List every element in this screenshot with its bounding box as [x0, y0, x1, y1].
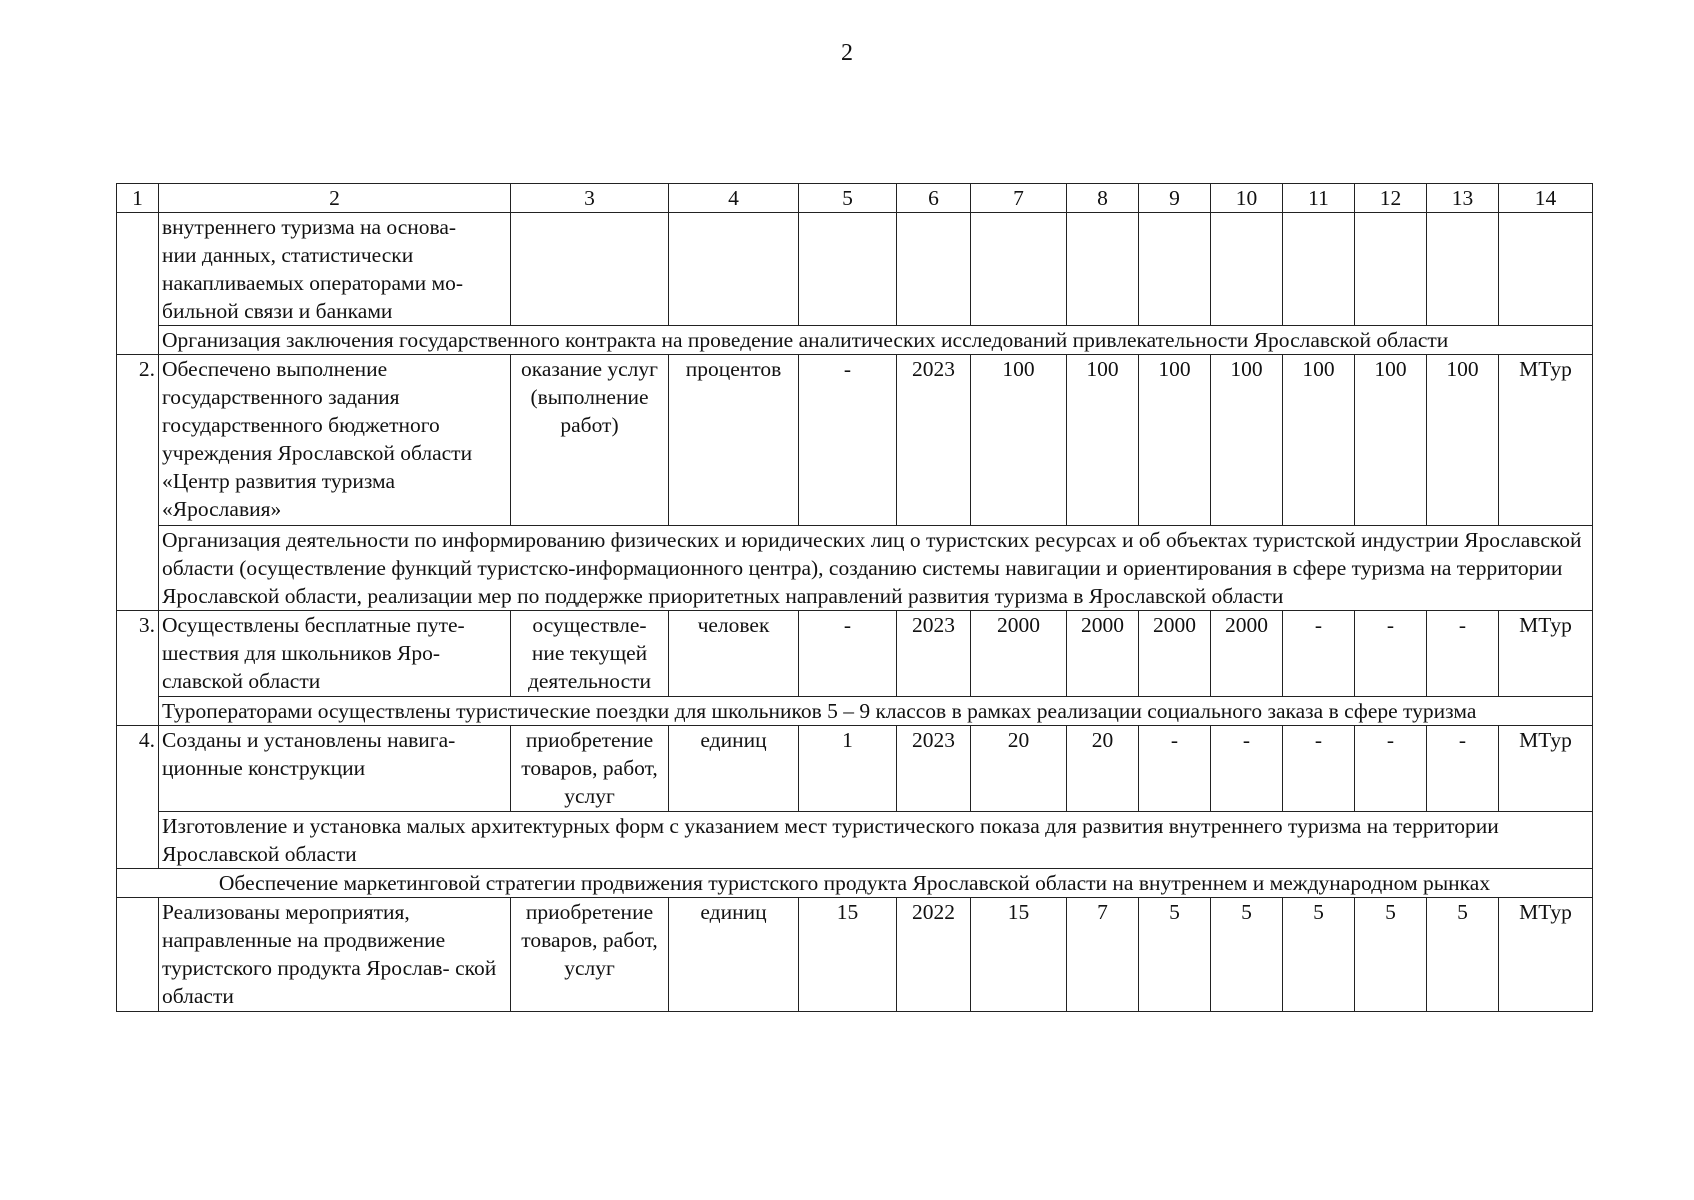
unit: человек: [669, 611, 799, 697]
header-cell: 8: [1067, 184, 1139, 213]
value-cell: -: [1427, 726, 1499, 812]
row-number: 3.: [117, 611, 159, 726]
table-row-description: [117, 526, 1593, 611]
header-cell: 12: [1355, 184, 1427, 213]
result-name: Реализованы мероприятия, направленные на продвижение туристского продукта Ярослав- ской области: [159, 898, 511, 1012]
result-type: приобретение товаров, работ, услуг: [511, 726, 669, 812]
table-row-description: [117, 812, 1593, 869]
value-cell: 5: [1139, 898, 1211, 1012]
header-cell: 10: [1211, 184, 1283, 213]
value-cell: 2000: [1211, 611, 1283, 697]
result-description: Туроператорами осуществлены туристические поездки для школьников 5 – 9 классов в рамках реализации социального заказа в сфере туризма: [159, 697, 1593, 726]
value-cell: 5: [1355, 898, 1427, 1012]
value-cell: 5: [1283, 898, 1355, 1012]
table-row: [117, 726, 1593, 812]
unit: единиц: [669, 726, 799, 812]
value-cell: -: [1355, 726, 1427, 812]
section-title: Обеспечение маркетинговой стратегии продвижения туристского продукта Ярославской области на внутреннем и международном рынках: [117, 869, 1593, 898]
responsible: МТур: [1499, 898, 1593, 1012]
responsible: МТур: [1499, 726, 1593, 812]
results-table: [116, 183, 1593, 1012]
base-year: 2023: [897, 726, 971, 812]
value-cell: 100: [1139, 355, 1211, 526]
value-cell: -: [1355, 611, 1427, 697]
row-number: 4.: [117, 726, 159, 869]
value-cell: 100: [1355, 355, 1427, 526]
value-cell: 7: [1067, 898, 1139, 1012]
header-cell: 13: [1427, 184, 1499, 213]
table-row: [117, 898, 1593, 1012]
value-cell: -: [1427, 611, 1499, 697]
row-number: [117, 898, 159, 1012]
header-cell: 7: [971, 184, 1067, 213]
table-row: [117, 213, 1593, 326]
header-row: [117, 184, 1593, 213]
result-description: Изготовление и установка малых архитектурных форм с указанием мест туристического показа для развития внутреннего туризма на территории Ярославской области: [159, 812, 1593, 869]
value-cell: 100: [1283, 355, 1355, 526]
value-cell: 20: [971, 726, 1067, 812]
value-cell: 100: [971, 355, 1067, 526]
value-cell: 20: [1067, 726, 1139, 812]
row-number-cell: [117, 213, 159, 355]
value-cell: 2000: [1067, 611, 1139, 697]
table-row: [117, 355, 1593, 526]
header-cell: 3: [511, 184, 669, 213]
value-cell: -: [1139, 726, 1211, 812]
base-value: 1: [799, 726, 897, 812]
base-year: 2022: [897, 898, 971, 1012]
result-type: осуществле- ние текущей деятельности: [511, 611, 669, 697]
result-name: Созданы и установлены навига- ционные конструкции: [159, 726, 511, 812]
value-cell: 100: [1067, 355, 1139, 526]
section-row: [117, 869, 1593, 898]
base-year: 2023: [897, 355, 971, 526]
responsible: МТур: [1499, 611, 1593, 697]
base-year: 2023: [897, 611, 971, 697]
row-number: 2.: [117, 355, 159, 611]
base-value: 15: [799, 898, 897, 1012]
value-cell: 15: [971, 898, 1067, 1012]
table-row-description: [117, 697, 1593, 726]
result-name: внутреннего туризма на основа- нии данных, статистически накапливаемых операторами мо- бильной связи и банками: [159, 213, 511, 326]
result-description: Организация деятельности по информированию физических и юридических лиц о туристских ресурсах и об объектах туристской индустрии Ярославской области (осуществление функций туристско-информационного центра), созданию системы навигации и ориентирования в сфере туризма на территории Ярославской области, реализации мер по поддержке приоритетных направлений развития туризма в Ярославской области: [159, 526, 1593, 611]
value-cell: -: [1283, 726, 1355, 812]
value-cell: 2000: [1139, 611, 1211, 697]
value-cell: -: [1283, 611, 1355, 697]
value-cell: 2000: [971, 611, 1067, 697]
value-cell: 100: [1211, 355, 1283, 526]
header-cell: 1: [117, 184, 159, 213]
unit: процентов: [669, 355, 799, 526]
responsible: МТур: [1499, 355, 1593, 526]
header-cell: 9: [1139, 184, 1211, 213]
header-cell: 14: [1499, 184, 1593, 213]
value-cell: 5: [1427, 898, 1499, 1012]
header-cell: 5: [799, 184, 897, 213]
header-cell: 11: [1283, 184, 1355, 213]
unit: единиц: [669, 898, 799, 1012]
result-name: Обеспечено выполнение государственного задания государственного бюджетного учреждения Ярославской области «Центр развития туризма «Ярославия»: [159, 355, 511, 526]
page-number: 2: [841, 40, 853, 66]
base-value: -: [799, 355, 897, 526]
result-description: Организация заключения государственного контракта на проведение аналитических исследований привлекательности Ярославской области: [159, 326, 1593, 355]
result-type: приобретение товаров, работ, услуг: [511, 898, 669, 1012]
table-row: [117, 611, 1593, 697]
table-row-description: [117, 326, 1593, 355]
value-cell: 100: [1427, 355, 1499, 526]
result-type: оказание услуг (выполнение работ): [511, 355, 669, 526]
result-name: Осуществлены бесплатные путе- шествия для школьников Яро- славской области: [159, 611, 511, 697]
header-cell: 6: [897, 184, 971, 213]
value-cell: 5: [1211, 898, 1283, 1012]
base-value: -: [799, 611, 897, 697]
header-cell: 4: [669, 184, 799, 213]
header-cell: 2: [159, 184, 511, 213]
value-cell: -: [1211, 726, 1283, 812]
